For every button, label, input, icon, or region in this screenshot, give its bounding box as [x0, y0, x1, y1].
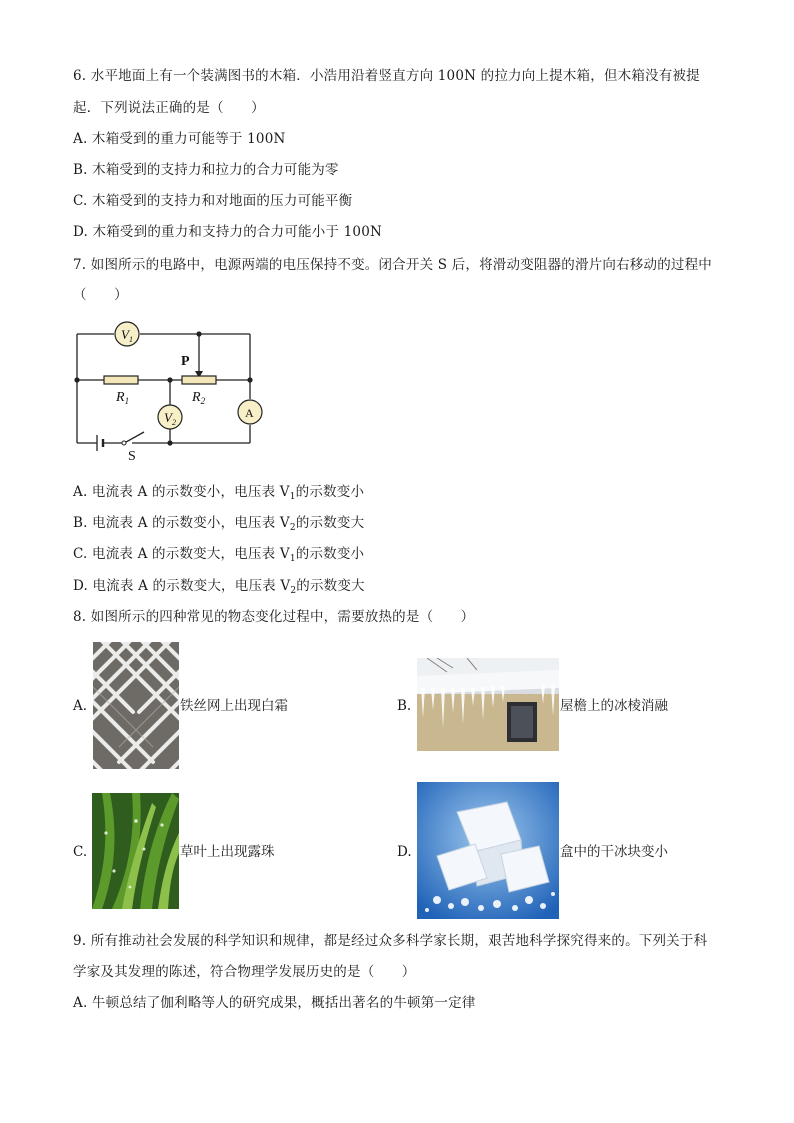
q8-option-c-caption: 草叶上出现露珠: [180, 844, 275, 860]
q6-stem-line1: 6. 水平地面上有一个装满图书的木箱．小浩用沿着竖直方向 100N 的拉力向上提木箱，但木箱没有被提: [73, 68, 700, 84]
q6-option-d: D. 木箱受到的重力和支持力的合力可能小于 100N: [73, 224, 382, 240]
q8-option-b-caption: 屋檐上的冰棱消融: [560, 698, 668, 714]
q9-stem-line1: 9. 所有推动社会发展的科学知识和规律，都是经过众多科学家长期，艰苦地科学探究得来的。下列关于科: [73, 933, 708, 949]
circuit-diagram: [60, 315, 275, 465]
slider-label: P: [181, 354, 190, 369]
q6-stem-line2: 起．下列说法正确的是（ ）: [73, 100, 265, 116]
r1-label: $R_1$: [116, 390, 130, 406]
q7-option-c: C. 电流表 A 的示数变大，电压表 $V_1$的示数变小: [73, 546, 365, 564]
r2-label: $R_2$: [192, 390, 206, 406]
q8-option-a-letter: A.: [73, 698, 88, 714]
q7-option-b: B. 电流表 A 的示数变小，电压表 $V_2$的示数变大: [73, 515, 365, 533]
q9-stem-line2: 学家及其发理的陈述，符合物理学发展历史的是（ ）: [73, 964, 416, 980]
q8-option-d-caption: 盒中的干冰块变小: [560, 844, 668, 860]
q8-option-a-caption: 铁丝网上出现白霜: [180, 698, 288, 714]
q7-option-d: D. 电流表 A 的示数变大，电压表 $V_2$的示数变大: [73, 578, 365, 596]
q7-stem-line1: 7. 如图所示的电路中，电源两端的电压保持不变。闭合开关 S 后，将滑动变阻器的滑片向右移动的过程中: [73, 257, 713, 273]
q8-option-c-letter: C.: [73, 844, 88, 860]
q7-stem-line2: （ ）: [73, 287, 128, 303]
q8-option-b-letter: B.: [397, 698, 412, 714]
icicles-photo: [417, 658, 559, 751]
q7-option-a: A. 电流表 A 的示数变小，电压表 $V_1$的示数变小: [73, 484, 365, 502]
v1-label: $V_1$: [121, 327, 133, 344]
q9-option-a: A. 牛顿总结了伽利略等人的研究成果，概括出著名的牛顿第一定律: [73, 995, 476, 1011]
switch-label: S: [128, 449, 136, 464]
ammeter-label: A: [245, 406, 254, 420]
dry-ice-photo: [417, 782, 559, 919]
v2-label: $V_2$: [164, 410, 176, 427]
q8-option-d-letter: D.: [397, 844, 412, 860]
q6-option-c: C. 木箱受到的支持力和对地面的压力可能平衡: [73, 193, 353, 209]
dew-grass-photo: [92, 793, 179, 909]
q6-option-b: B. 木箱受到的支持力和拉力的合力可能为零: [73, 162, 339, 178]
frost-mesh-photo: [93, 642, 179, 769]
q8-stem: 8. 如图所示的四种常见的物态变化过程中，需要放热的是（ ）: [73, 609, 475, 625]
q6-option-a: A. 木箱受到的重力可能等于 100N: [73, 131, 286, 147]
